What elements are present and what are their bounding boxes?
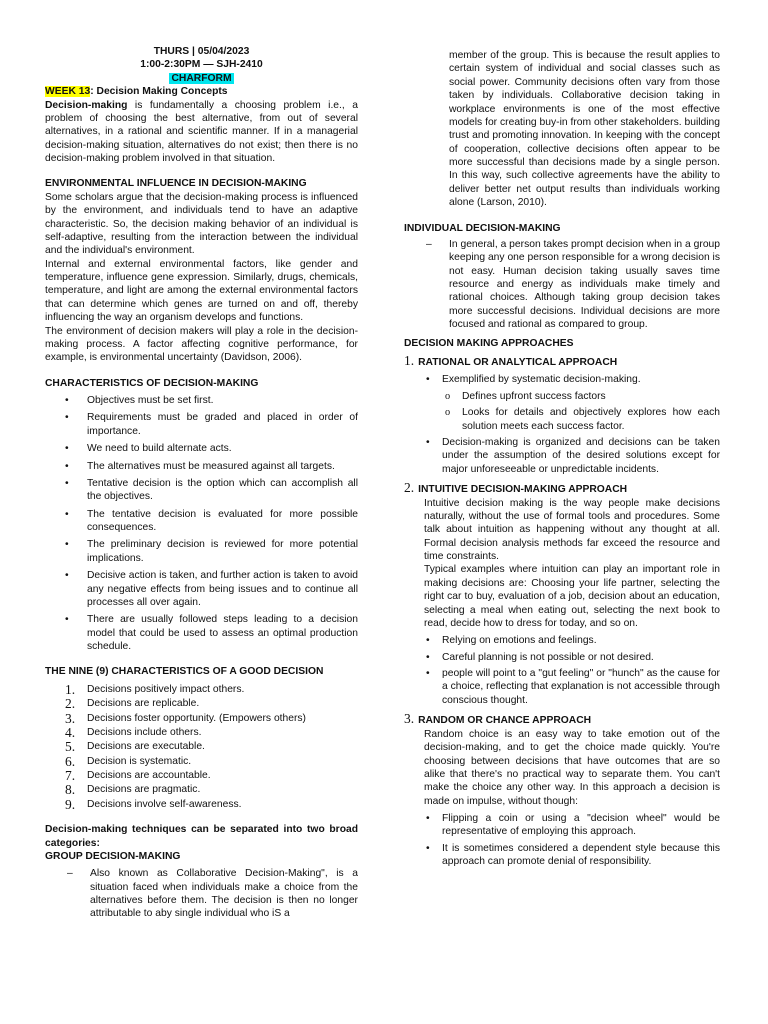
list-item: • Relying on emotions and feelings. [404,634,720,647]
item-text: Decision is systematic. [87,755,192,767]
list-item: • Flipping a coin or using a "decision wheel" would be representative of employing this approach. [404,812,720,839]
individual-decision-heading: INDIVIDUAL DECISION-MAKING [404,222,561,234]
random-paragraph: Random choice is an easy way to take emotion out of the decision-making, and to get the choice made quickly. You're choosing between decisions that have outcomes that are so alike that there's no practical way to separate them. You can't make the choice any other way. In this approach a decision is made on impulse, without though: [424,728,720,807]
item-number: 1. [65,681,76,697]
rational-sub-list [404,390,720,433]
left-column [45,45,358,921]
environmental-paragraph-1: Some scholars argue that the decision-making process is influenced by the environment, and individuals tend to have an adaptive characteristic. So, the decision making behavior of an individual is self-adaptive, resulting from the interaction between the individual and the individual's environment. [45,191,358,257]
list-item: • Exemplified by systematic decision-making. [404,373,720,386]
list-item [45,726,358,739]
item-text: Decisions are accountable. [87,770,211,781]
list-item: • The preliminary decision is reviewed for more potential implications. [45,538,358,565]
group-decision-heading: GROUP DECISION-MAKING [45,850,181,862]
environmental-heading: ENVIRONMENTAL INFLUENCE IN DECISION-MAKING [45,178,307,190]
list-item: • Objectives must be set first. [45,394,358,407]
group-decision-list [45,867,358,921]
item-number: 6. [65,753,76,769]
techniques-intro: Decision-making techniques can be separated into two broad categories: [45,824,358,849]
approach-number: 2. [404,480,415,496]
item-number: 2. [65,696,76,712]
list-item [45,712,358,725]
random-approach-heading [404,710,720,728]
item-text: Decisions involve self-awareness. [87,798,242,810]
list-item: • We need to build alternate acts. [45,442,358,455]
characteristics-heading: CHARACTERISTICS OF DECISION-MAKING [45,377,259,389]
list-item: • It is sometimes considered a dependent style because this approach can promote denial of responsibility. [404,842,720,869]
rational-bullets [404,373,720,386]
random-bullets [404,812,720,869]
approach-number: 1. [404,352,415,368]
nine-characteristics-list [45,683,358,811]
list-item: • The alternatives must be measured against all targets. [45,460,358,473]
item-number: 5. [65,739,76,755]
list-item: • There are usually followed steps leading to a decision model that could be used to assess an optimal production schedule. [45,613,358,653]
item-text: Decisions foster opportunity. (Empowers others) [87,712,306,724]
group-decision-continued [404,49,720,210]
list-item [45,697,358,710]
list-item: • Requirements must be graded and placed in order of importance. [45,411,358,438]
list-item: • people will point to a "gut feeling" or "hunch" as the cause for a choice, reflecting that explanation is not accessible through conscious thought. [404,667,720,707]
list-item: • The tentative decision is evaluated for more possible consequences. [45,508,358,535]
list-item: • Tentative decision is the option which can accomplish all the objectives. [45,477,358,504]
approach-title: RANDOM OR CHANCE APPROACH [418,715,592,727]
intuitive-bullets [404,634,720,707]
item-number: 8. [65,782,76,798]
group-decision-continued-text: member of the group. This is because the result applies to certain system of individual and social classes such as social power. Community decisions often vary from those taken by individuals. Collaborative decision taking in workplace environments is one of the most effective models for creating buy-in from other stakeholders. building trust and promoting innovation. In keeping with the concept of cooperation, collective decisions often appear to be more successful than decisions made by a single person. In this way, such collective agreements have the ability to deliver better net output results than individuals working alone (Larson, 2010). [449,50,720,209]
item-text: Decisions positively impact others. [87,683,245,695]
item-number: 4. [65,724,76,740]
item-text: Decisions are executable. [87,741,205,753]
item-number: 9. [65,796,76,812]
list-item [45,740,358,753]
approach-title: RATIONAL OR ANALYTICAL APPROACH [418,356,618,368]
time-line: 1:00-2:30PM — SJH-2410 [140,59,263,71]
item-text: Decisions are pragmatic. [87,784,201,796]
rational-approach-heading [404,352,720,370]
date-line: THURS | 05/04/2023 [153,46,250,57]
item-text: Decisions include others. [87,726,202,738]
intuitive-approach-heading [404,479,720,497]
intuitive-paragraph-2: Typical examples where intuition can play an important role in making decisions are: Choosing your life partner, selecting the right car to buy, evaluation of a job, decision about an education, selecting a meal when eating out, selecting the next book to read, decide how to dress for today, and so on. [424,564,720,629]
list-item [45,769,358,782]
approach-number: 3. [404,711,415,727]
charform-highlight: CHARFORM [171,72,232,84]
nine-characteristics-heading: THE NINE (9) CHARACTERISTICS OF A GOOD DECISION [45,666,324,678]
week-topic: : Decision Making Concepts [90,86,228,98]
intro-text: is fundamentally a choosing problem i.e., a problem of choosing the best alternative, from out of several alternatives, in a rational and scientific manner. If in a managerial decision-making situation, alternatives do not exist; then there is no decision-making problem involved in that situation. [45,99,358,164]
intro-term: Decision-making [45,99,128,111]
right-column [404,45,720,872]
list-item [45,783,358,796]
list-item: ο Looks for details and objectively explores how each solution meets each success factor. [404,406,720,433]
rational-bullets-2 [404,436,720,476]
group-decision-text-part-1: – Also known as Collaborative Decision-Making", is a situation faced when individuals make a choice from the alternatives before them. The decision is then no longer attributable to aby single individual who iS a [45,867,358,921]
group-decision-text-part-2 [404,49,720,210]
item-number: 3. [65,710,76,726]
item-number: 7. [65,768,76,783]
list-item [45,798,358,811]
intuitive-paragraph-1: Intuitive decision making is the way people make decisions naturally, without the use of formal tools and procedures. Some talk about intuition as happening without any thought at all. Formal decision analysis methods far exceed the resource and time constraints. [424,497,720,563]
list-item: • Decisive action is taken, and further action is taken to avoid any negative effects from being issues and to continue all processes all over again. [45,569,358,609]
item-text: Decisions are replicable. [87,698,200,710]
characteristics-list [45,394,358,653]
environmental-paragraph-3: The environment of decision makers will play a role in the decision-making process. A factor affecting cognitive performance, for example, is environmental uncertainty (Davidson, 2006). [45,325,358,364]
intro-paragraph [45,99,358,166]
week-label: WEEK 13 [45,86,91,98]
individual-decision-text: – In general, a person takes prompt decision when in a group keeping any one person responsible for a wrong decision is not easy. Human decision taking usually saves time resource and energy as individuals make timely and rational choices. Although taking group decision takes more successful decisions. Individual decisions are more focused and rational as compared to group. [404,238,720,332]
list-item: • Decision-making is organized and decisions can be taken under the assumption of the desired solutions except for major unforeseeable or unpredictable incidents. [404,436,720,476]
approach-title: INTUITIVE DECISION-MAKING APPROACH [418,484,628,496]
environmental-paragraph-2: Internal and external environmental factors, like gender and temperature, influence gene expression. Similarly, drugs, chemicals, temperature, and light are among the external environmental factors that can determine which genes are turned on and off, thereby influencing the way an organism develops and functions. [45,258,358,324]
list-item [45,755,358,768]
list-item: • Careful planning is not possible or not desired. [404,651,720,664]
week-title [45,85,358,98]
charform-label [45,72,358,85]
list-item [45,683,358,696]
list-item: ο Defines upfront success factors [404,390,720,403]
individual-decision-list [404,238,720,332]
approaches-heading: DECISION MAKING APPROACHES [404,337,574,349]
